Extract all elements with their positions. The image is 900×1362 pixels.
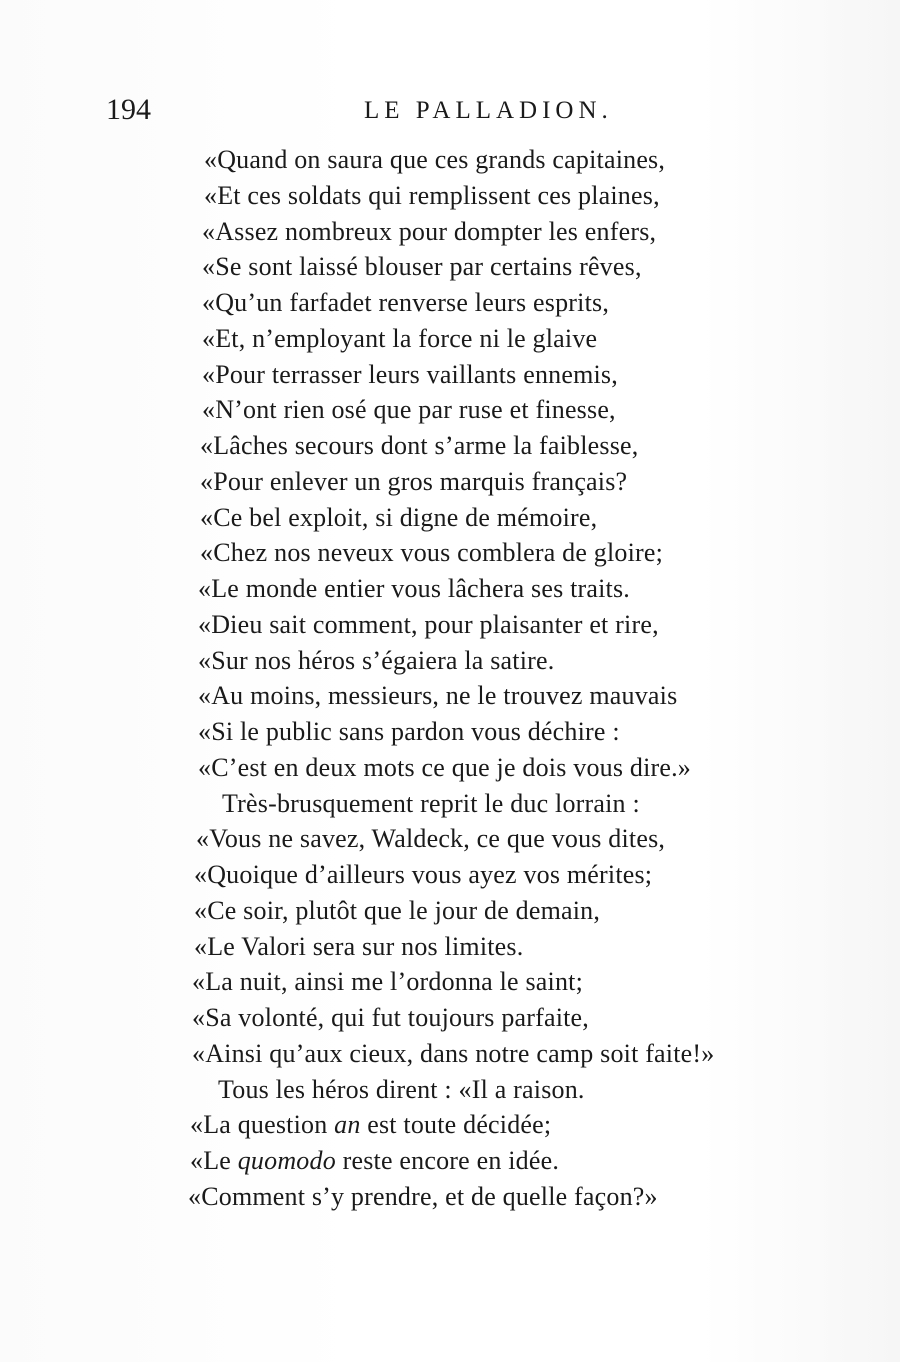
verse-line: «Comment s’y prendre, et de quelle façon?» — [188, 1181, 658, 1211]
verse-text: est toute décidée; — [360, 1110, 552, 1140]
verse-text: «Le — [190, 1146, 238, 1175]
verse-line: «Assez nombreux pour dompter les enfers, — [202, 216, 657, 246]
verse-line: «Si le public sans pardon vous déchire : — [198, 717, 620, 746]
verse-line: «Le monde entier vous lâchera ses traits. — [198, 574, 630, 603]
verse-line: «Pour terrasser leurs vaillants ennemis, — [202, 359, 618, 389]
verse-line: «Vous ne savez, Waldeck, ce que vous dites, — [196, 824, 666, 854]
verse-line: «Ce bel exploit, si digne de mémoire, — [200, 502, 598, 532]
verse-line: Très-brusquement reprit le duc lorrain : — [222, 788, 640, 818]
page-number: 194 — [106, 93, 151, 126]
verse-line: «La nuit, ainsi me l’ordonna le saint; — [192, 967, 584, 997]
italic-term: quomodo — [237, 1146, 336, 1175]
verse-line: «Lâches secours dont s’arme la faiblesse, — [200, 431, 639, 460]
poem-verses — [188, 142, 808, 1215]
verse-text: «La question — [190, 1110, 335, 1140]
verse-line: «Au moins, messieurs, ne le trouvez mauvais — [198, 681, 678, 711]
italic-term: an — [334, 1110, 361, 1140]
verse-line: «Pour enlever un gros marquis français? — [200, 466, 628, 496]
verse-line: «Le Valori sera sur nos limites. — [194, 931, 524, 961]
verse-line: «Et ces soldats qui remplissent ces plaines, — [204, 180, 660, 210]
verse-line: «Sur nos héros s’égaiera la satire. — [198, 645, 555, 675]
verse-line: «Ainsi qu’aux cieux, dans notre camp soit faite!» — [192, 1038, 715, 1068]
verse-line: «N’ont rien osé que par ruse et finesse, — [202, 395, 616, 425]
verse-line: «Et, n’employant la force ni le glaive — [202, 323, 598, 353]
verse-line: «Chez nos neveux vous comblera de gloire; — [200, 538, 664, 568]
verse-line: «Qu’un farfadet renverse leurs esprits, — [202, 288, 610, 317]
verse-line: «C’est en deux mots ce que je dois vous dire.» — [198, 752, 691, 782]
verse-line: «Sa volonté, qui fut toujours parfaite, — [192, 1003, 590, 1032]
verse-line: Tous les héros dirent : «Il a raison. — [218, 1074, 585, 1104]
verse-text: reste encore en idée. — [335, 1146, 560, 1175]
verse-line: «Dieu sait comment, pour plaisanter et rire, — [198, 609, 659, 639]
verse-line: «Quand on saura que ces grands capitaines, — [204, 145, 666, 174]
verse-line — [188, 1143, 808, 1179]
verse-line: «Se sont laissé blouser par certains rêves, — [202, 252, 642, 282]
verse-line: «Quoique d’ailleurs vous ayez vos mérites; — [194, 860, 653, 889]
verse-line — [188, 1107, 808, 1143]
verse-line: «Ce soir, plutôt que le jour de demain, — [194, 895, 601, 925]
running-title: LE PALLADION. — [364, 97, 613, 124]
